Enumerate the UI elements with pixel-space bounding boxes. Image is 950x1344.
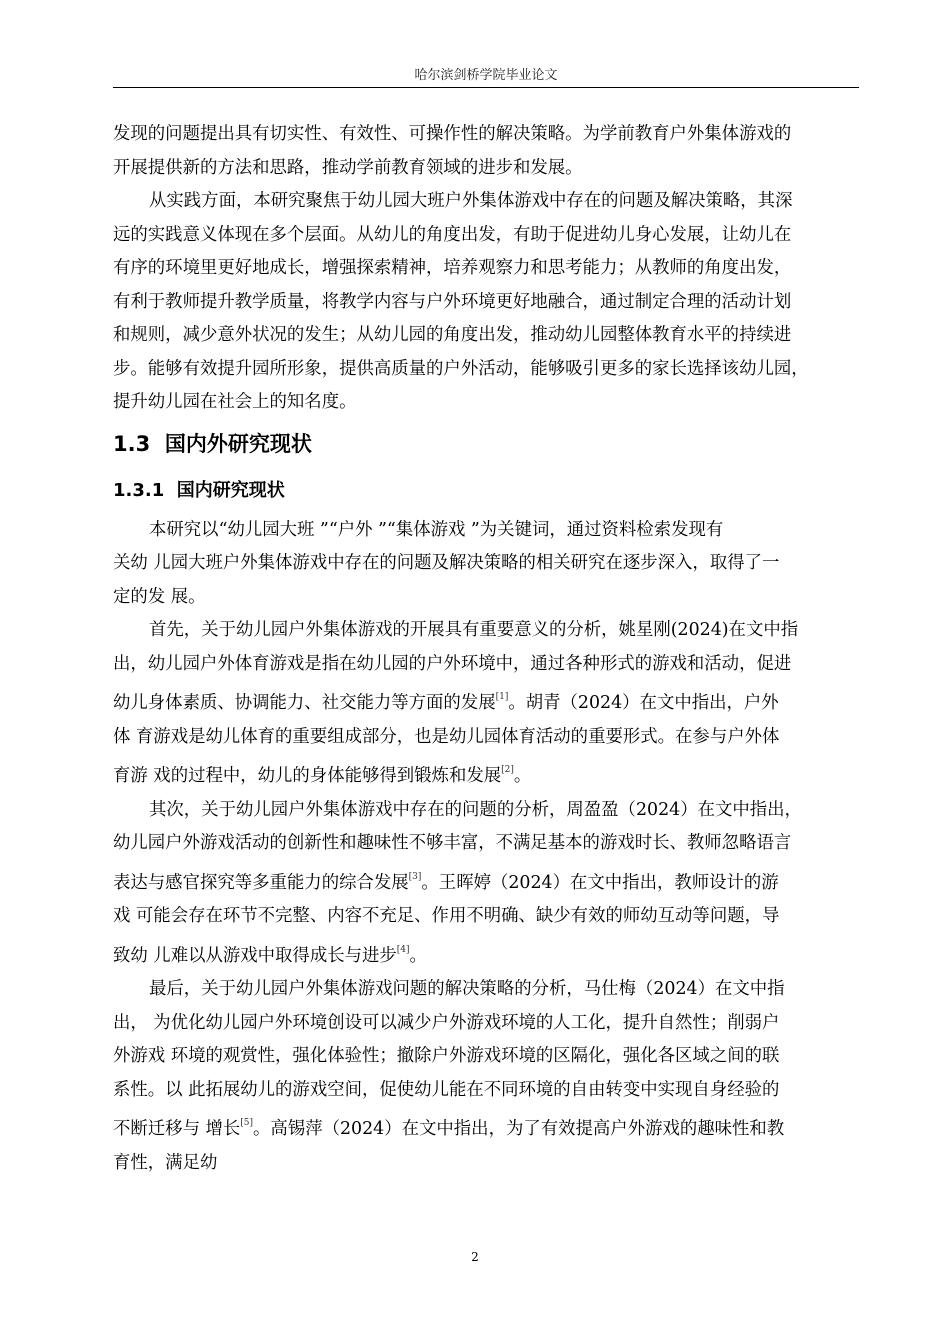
text-line: 体 育游戏是幼儿体育的重要组成部分，也是幼儿园体育活动的重要形式。在参与户外体: [113, 726, 780, 747]
text-line: 远的实践意义体现在多个层面。从幼儿的角度出发，有助于促进幼儿身心发展，让幼儿在: [113, 224, 792, 245]
section-number: 1.3: [113, 431, 151, 456]
text-line: 有利于教师提升教学质量，将教学内容与户外环境更好地融合，通过制定合理的活动计划: [113, 291, 792, 312]
text-line: 育性，满足幼: [113, 1152, 218, 1173]
section-heading: [113, 420, 861, 468]
text-line: [113, 681, 861, 721]
paragraph-practice-significance: [113, 185, 861, 420]
text-line: 首先，关于幼儿园户外集体游戏的开展具有重要意义的分析，姚星刚(2024)在文中指: [149, 620, 799, 640]
text-line: [113, 934, 861, 974]
text-segment: 。胡青（2024）在文中指出，户外: [508, 693, 779, 713]
section-title: 国内外研究现状: [164, 431, 312, 456]
text-segment: 致幼 儿难以从游戏中取得成长与进步: [113, 945, 397, 966]
citation-ref: [3]: [408, 871, 422, 882]
paragraph-intro-continued: [113, 118, 861, 185]
text-segment: 。王晖婷（2024）在文中指出，教师设计的游: [421, 872, 779, 893]
text-line: [113, 1107, 861, 1147]
text-line: 本研究以“幼儿园大班 ”“户外 ”“集体游戏 ”为关键词，通过资料检索发现有: [149, 519, 724, 540]
text-segment: 。高锡萍（2024）在文中指出，为了有效提高户外游戏的趣味性和教: [253, 1119, 785, 1139]
text-line: 开展提供新的方法和思路，推动学前教育领域的进步和发展。: [113, 157, 583, 178]
paragraph-keywords: [113, 514, 861, 615]
text-line: 其次，关于幼儿园户外集体游戏中存在的问题的分析，周盈盈（2024）在文中指出，: [149, 799, 802, 820]
text-line: 提升幼儿园在社会上的知名度。: [113, 392, 357, 412]
text-line: 和规则，减少意外状况的发生；从幼儿园的角度出发，推动幼儿园整体教育水平的持续进: [113, 325, 792, 345]
text-line: 戏 可能会存在环节不完整、内容不充足、作用不明确、缺少有效的师幼互动等问题，导: [113, 906, 780, 926]
citation-ref: [2]: [501, 765, 514, 775]
paragraph-problems-review: [113, 794, 861, 974]
subsection-title: 国内研究现状: [176, 479, 285, 501]
text-line: 定的发 展。: [113, 586, 206, 607]
text-line: 出， 为优化幼儿园户外环境创设可以减少户外游戏环境的人工化，提升自然性；削弱户: [113, 1012, 780, 1033]
text-line: 最后，关于幼儿园户外集体游戏问题的解决策略的分析，马仕梅（2024）在文中指: [149, 979, 785, 999]
paragraph-strategies-review: [113, 973, 861, 1180]
text-line: 步。能够有效提升园所形象，提供高质量的户外活动，能够吸引更多的家长选择该幼儿园，: [113, 358, 809, 379]
header-rule: [113, 87, 859, 88]
text-line: 系性。以 此拓展幼儿的游戏空间，促使幼儿能在不同环境的自由转变中实现自身经验的: [113, 1079, 780, 1100]
text-line: [113, 861, 861, 901]
text-line: 有序的环境里更好地成长，增强探索精神，培养观察力和思考能力；从教师的角度出发，: [113, 258, 792, 278]
text-segment: 育游 戏的过程中，幼儿的身体能够得到锻炼和发展: [113, 766, 502, 786]
citation-ref: [1]: [495, 692, 509, 702]
text-line: [113, 754, 861, 794]
text-line: 关幼 儿园大班户外集体游戏中存在的问题及解决策略的相关研究在逐步深入，取得了一: [113, 553, 780, 573]
paragraph-significance-review: [113, 614, 861, 794]
text-line: 幼儿园户外游戏活动的创新性和趣味性不够丰富，不满足基本的游戏时长、教师忽略语言: [113, 833, 792, 853]
text-segment: 。: [409, 945, 427, 966]
subsection-heading: [113, 468, 861, 514]
text-line: 发现的问题提出具有切实性、有效性、可操作性的解决策略。为学前教育户外集体游戏的: [113, 124, 792, 144]
text-segment: 表达与感官探究等多重能力的综合发展: [113, 872, 409, 893]
text-line: 外游戏 环境的观赏性，强化体验性；撤除户外游戏环境的区隔化，强化各区域之间的联: [113, 1046, 780, 1066]
text-segment: 。: [513, 766, 532, 786]
citation-ref: [4]: [396, 944, 410, 955]
page-body: [113, 118, 861, 1180]
subsection-number: 1.3.1: [113, 479, 165, 501]
citation-ref: [5]: [240, 1118, 254, 1128]
text-segment: 不断迁移与 增长: [113, 1119, 241, 1139]
running-header: 哈尔滨剑桥学院毕业论文: [414, 68, 558, 83]
text-line: 从实践方面，本研究聚焦于幼儿园大班户外集体游戏中存在的问题及解决策略，其深: [149, 191, 793, 211]
page-number: 2: [471, 1250, 479, 1264]
text-segment: 幼儿身体素质、协调能力、社交能力等方面的发展: [113, 693, 496, 713]
text-line: 出，幼儿园户外体育游戏是指在幼儿园的户外环境中，通过各种形式的游戏和活动，促进: [113, 653, 792, 674]
